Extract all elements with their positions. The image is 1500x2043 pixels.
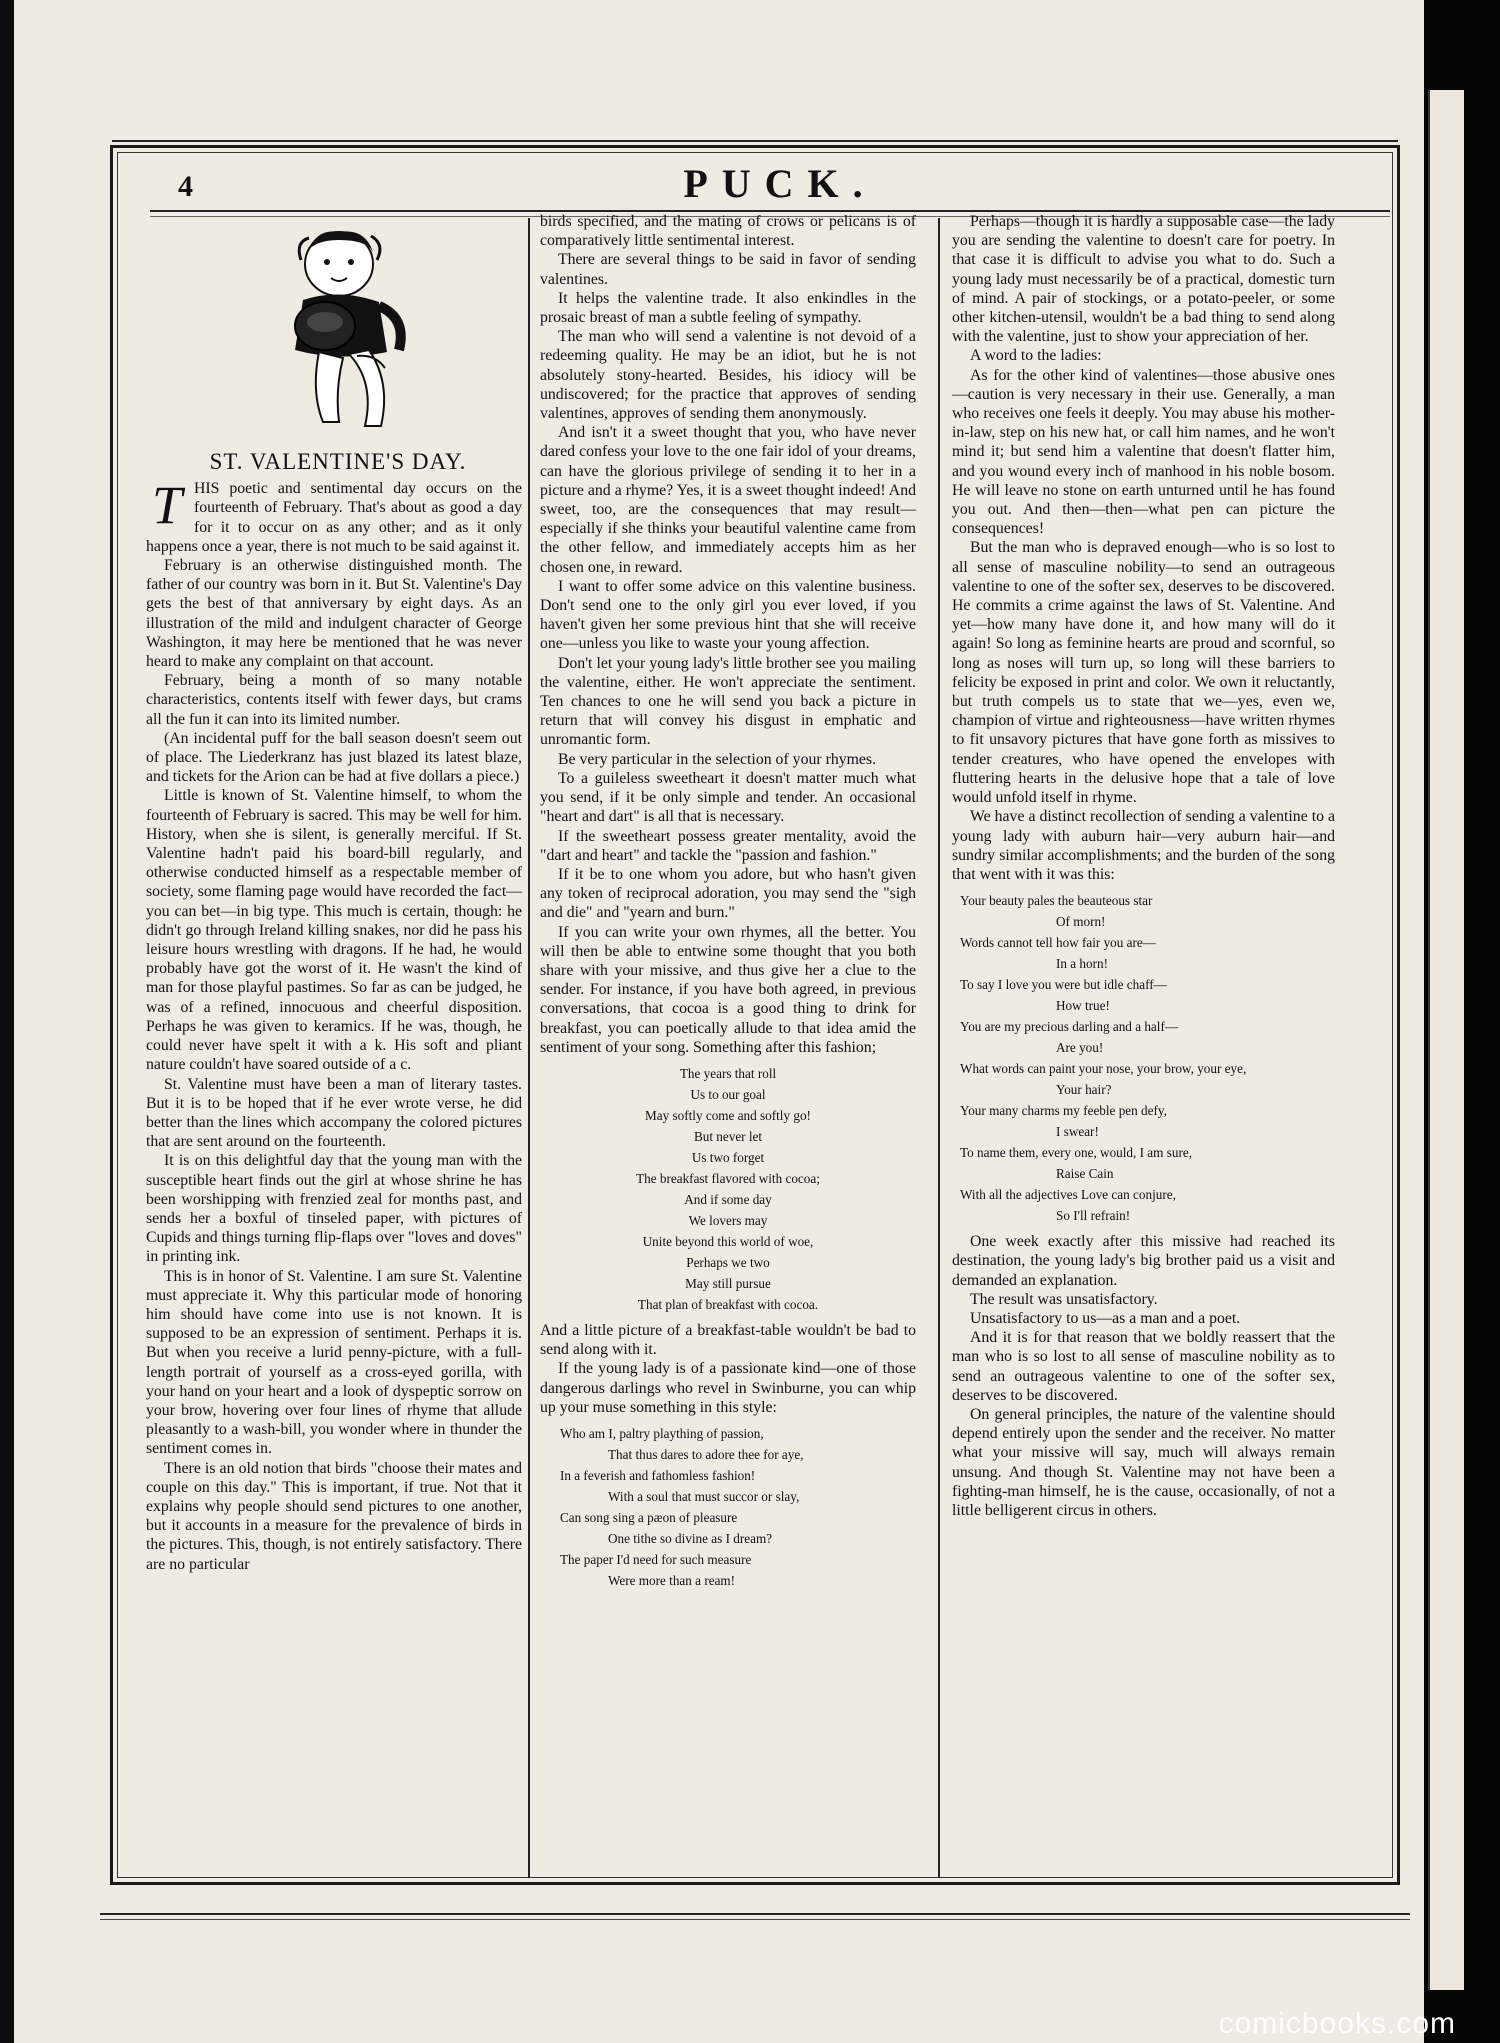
paragraph: St. Valentine must have been a man of literary tastes. But it is to be hoped that if he ever wrote verse, he did better than the lines which accompany the colored pictures that are sent around on the fourteenth. [146, 1075, 522, 1151]
paragraph: The man who will send a valentine is not devoid of a redeeming quality. He may be an idiot, but he is not absolutely stony-hearted. Besides, his idiocy will be undiscovered; for the practice that approves of sending valentines, approves of sending them anonymously. [540, 328, 916, 423]
verse-line: That plan of breakfast with cocoa. [637, 1296, 819, 1312]
paragraph: (An incidental puff for the ball season doesn't seem out of place. The Liederkranz has just blazed its latest blaze, and tickets for the Arion can be had at five dollars a piece.) [146, 729, 522, 786]
paragraph: But the man who is depraved enough—who is so lost to all sense of masculine nobility—to send an outrageous valentine to one of the softer sex, deserves to be discovered. He commits a crime against the laws of St. Valentine. And yet—how many have done it, and how many will do it again! So long as feminine hearts are proud and scornful, so long as noses will turn up, so long will these barriers to felicity be exposed in print and color. We own it reluctantly, but truth compels us to state that we—yes, even we, champion of virtue and righteousness—have written rhymes to fit unsavory pictures that have gone forth as missives to tender creatures, who have opened the envelopes with fluttering hearts in the delusive hope that a tale of love would unfold itself in rhyme. [952, 539, 1335, 807]
paragraph: February is an otherwise distinguished month. The father of our country was born in it. But St. Valentine's Day gets the best of that anniversary by eight days. As an illustration of the mild and indulgent character of George Washington, it may here be mentioned that he was never heard to make any complaint on that account. [146, 557, 522, 671]
paragraph: Unsatisfactory to us—as a man and a poet. [970, 1309, 1241, 1327]
paragraph: To a guileless sweetheart it doesn't matter much what you send, if it be only simple and tender. An occasional "heart and dart" is all that is necessary. [540, 769, 916, 826]
paragraph: There are several things to be said in favor of sending valentines. [540, 251, 916, 288]
verse-cocoa [540, 1063, 916, 1315]
verse-line: Perhaps we two [686, 1254, 770, 1270]
verse-line: Us to our goal [690, 1086, 766, 1102]
verse-line: Your beauty pales the beauteous star [960, 893, 1153, 909]
paragraph: HIS poetic and sentimental day occurs on the fourteenth of February. That's about as good a day for it to occur on as any other; and as it only happens once a year, there is not much to be said against it. [146, 480, 522, 555]
verse-line: Who am I, paltry plaything of passion, [560, 1425, 764, 1441]
verse-line: We lovers may [688, 1212, 768, 1228]
verse-line: In a horn! [1056, 956, 1108, 972]
column-rule-1 [528, 218, 530, 1878]
paragraph: Perhaps—though it is hardly a supposable case—the lady you are sending the valentine to doesn't care for poetry. In that case it is difficult to advise you what to do. Such a young lady must necessarily be of a practical, domestic turn of mind. A pair of stockings, or a potato-peeler, or some other kitchen-utensil, wouldn't be a bad thing to send along with the valentine, just to show your appreciation of her. [952, 213, 1335, 346]
verse-line: But never let [693, 1128, 763, 1144]
article-title: ST. VALENTINE'S DAY. [209, 449, 467, 474]
verse-line: The breakfast flavored with cocoa; [636, 1170, 820, 1186]
column-1 [146, 212, 522, 1574]
verse-line: With all the adjectives Love can conjure, [960, 1187, 1176, 1203]
column-rule-2 [938, 218, 940, 1878]
verse-line: Raise Cain [1056, 1166, 1114, 1182]
column-2 [540, 212, 916, 1597]
paragraph: birds specified, and the mating of crows or pelicans is of comparatively little sentimental interest. [540, 213, 916, 250]
verse-line: May softly come and softly go! [645, 1107, 811, 1123]
paragraph: Little is known of St. Valentine himself, to whom the fourteenth of February is sacred. This may be well for him. History, when she is silent, is generally merciful. If St. Valentine hadn't paid his board-bill regularly, and otherwise conducted himself as a respectable member of society, some flaming page would have recorded the fact—you can bet—in big type. This much is certain, though: he didn't go through Ireland killing snakes, nor did he pass his leisure hours wrestling with dragons. If he had, he would probably have got the worst of it. He wasn't the kind of man for those playful pastimes. So far as can be judged, he was of a refined, innocuous and cheerful disposition. Perhaps he was given to keramics. If he was, though, he could never have spelt it with a k. His soft and pliant nature couldn't have soared outside of a c. [146, 787, 522, 1074]
paragraph: It is on this delightful day that the young man with the susceptible heart finds out the girl at whose shrine he has been worshipping with frenzied zeal for months past, and sends her a boxful of tinseled paper, with pictures of Cupids and things turning flip-flaps over "loves and doves" in printing ink. [146, 1152, 522, 1266]
verse-line: With a soul that must succor or slay, [608, 1488, 800, 1504]
paragraph: This is in honor of St. Valentine. I am sure St. Valentine must appreciate it. Why this particular mode of honoring him should have come into use is not known. It is supposed to be an expression of sentiment. Perhaps it is. But when you receive a lurid penny-picture, with a full-length portrait of yourself as a cross-eyed gorilla, with your hand on your heart and a look of dyspeptic sorrow on your brow, hovering over four lines of rhyme that allude pleasantly to a wash-bill, you wonder where in thunder the sentiment comes in. [146, 1267, 522, 1458]
paragraph: If the sweetheart possess greater mentality, avoid the "dart and heart" and tackle the "passion and fashion." [540, 827, 916, 864]
page-number: 4 [178, 170, 193, 203]
paragraph: Be very particular in the selection of your rhymes. [558, 750, 877, 768]
paragraph: As for the other kind of valentines—those abusive ones—caution is very necessary in their use. Generally, a man who receives one feels it deeply. You may abuse his mother-in-law, step on his new hat, or call him names, and he won't mind it; but send him a valentine that doesn't flatter him, and you wound every inch of manhood in his noble bosom. He will leave no stone on earth unturned until he has found you out. And then—then—what pen can picture the consequences! [952, 366, 1335, 538]
paragraph: A word to the ladies: [970, 347, 1102, 365]
verse-line: That thus dares to adore thee for aye, [608, 1446, 804, 1462]
cherub-illustration [239, 222, 429, 434]
paragraph: And isn't it a sweet thought that you, who have never dared confess your love to the one fair idol of your dreams, can have the glorious privilege of sending it to her in a picture and a rhyme? Yes, it is a sweet thought indeed! And sweet, too, are the consequences that may result—especially if she thinks your beautiful valentine came from the other fellow, and immediately accepts him as her chosen one, in reward. [540, 424, 916, 576]
verse-line: What words can paint your nose, your brow, your eye, [960, 1061, 1247, 1077]
verse-line: You are my precious darling and a half— [960, 1019, 1179, 1035]
paragraph: If you can write your own rhymes, all the better. You will then be able to entwine some thought that you both share with your missive, and thus give her a clue to the sender. For instance, if you have both agreed, in previous conversations, that cocoa is a good thing to drink for breakfast, you can poetically allude to that idea amid the sentiment of your song. Something after this fashion; [540, 923, 916, 1056]
paragraph: We have a distinct recollection of sending a valentine to a young lady with auburn hair—very auburn hair—and sundry similar accomplishments; and the burden of the song that went with it was this: [952, 808, 1335, 883]
verse-line: How true! [1056, 998, 1110, 1014]
verse-line: Of morn! [1056, 914, 1106, 930]
verse-line: I swear! [1056, 1124, 1099, 1140]
verse-passion [540, 1423, 916, 1591]
paragraph: On general principles, the nature of the valentine should depend entirely upon the sender and the receiver. No matter what your missive will say, much will always remain unsung. And though St. Valentine may not have been a fighting-man himself, he is the cause, occasionally, of not a little belligerent circus in others. [952, 1405, 1335, 1519]
bottom-rule [100, 1913, 1410, 1920]
column-3 [952, 212, 1335, 1520]
top-rule [112, 140, 1398, 142]
paragraph: I want to offer some advice on this valentine business. Don't send one to the only girl you ever loved, if you haven't given her some previous hint that she will receive one—unless you like to waste your young affection. [540, 577, 916, 653]
verse-line: Your hair? [1056, 1082, 1112, 1098]
verse-line: In a feverish and fathomless fashion! [560, 1467, 756, 1483]
site-watermark[interactable]: comicbooks.com [1218, 2007, 1456, 2040]
verse-line: One tithe so divine as I dream? [608, 1530, 773, 1546]
paragraph: It helps the valentine trade. It also enkindles in the prosaic breast of man a subtle feeling of sympathy. [540, 289, 916, 327]
paragraph: If it be to one whom you adore, but who hasn't given any token of reciprocal adoration, you may send the "sigh and die" and "yearn and burn." [540, 865, 916, 922]
verse-line: The paper I'd need for such measure [560, 1551, 752, 1567]
verse-line: May still pursue [685, 1275, 771, 1291]
paragraph: One week exactly after this missive had reached its destination, the young lady's big brother paid us a visit and demanded an explanation. [952, 1233, 1335, 1289]
verse-line: And if some day [684, 1191, 772, 1207]
paragraph: February, being a month of so many notable characteristics, contents itself with fewer days, but crams all the fun it can into its limited number. [146, 672, 522, 728]
verse-line: Were more than a ream! [608, 1572, 736, 1588]
verse-auburn [952, 890, 1335, 1226]
verse-line: Words cannot tell how fair you are— [960, 935, 1156, 951]
drop-cap: T [151, 475, 183, 536]
verse-line: The years that roll [679, 1065, 777, 1081]
paragraph: If the young lady is of a passionate kind—one of those dangerous darlings who revel in Swinburne, you can whip up your muse something in this style: [540, 1360, 916, 1416]
paragraph: And a little picture of a breakfast-table wouldn't be bad to send along with it. [540, 1321, 916, 1359]
verse-line: So I'll refrain! [1056, 1208, 1131, 1224]
paragraph: There is an old notion that birds "choose their mates and couple on this day." This is important, if true. Not that it explains why people should send pictures to one another, but it accounts in a measure for the prevalence of birds in the pictures. This, though, is not entirely satisfactory. There are no particular [146, 1459, 522, 1573]
verse-line: Can song sing a pæon of pleasure [560, 1509, 738, 1525]
verse-line: To say I love you were but idle chaff— [960, 977, 1167, 993]
paragraph: Don't let your young lady's little brother see you mailing the valentine, either. He won't appreciate the sentiment. Ten chances to one he will send you back a picture in return that will convey his disgust in emphatic and unromantic form. [540, 654, 916, 749]
verse-line: Us two forget [691, 1149, 765, 1165]
verse-line: Are you! [1056, 1040, 1104, 1056]
paragraph: And it is for that reason that we boldly reassert that the man who is so lost to all sense of masculine nobility as to send an outrageous valentine to one of the softer sex, deserves to be discovered. [952, 1329, 1335, 1404]
paragraph: The result was unsatisfactory. [970, 1290, 1158, 1308]
verse-line: Your many charms my feeble pen defy, [960, 1103, 1167, 1119]
next-page-edge [1428, 90, 1464, 1990]
verse-line: To name them, every one, would, I am sure, [960, 1145, 1192, 1161]
verse-line: Unite beyond this world of woe, [642, 1233, 814, 1249]
masthead: PUCK. [683, 161, 877, 206]
